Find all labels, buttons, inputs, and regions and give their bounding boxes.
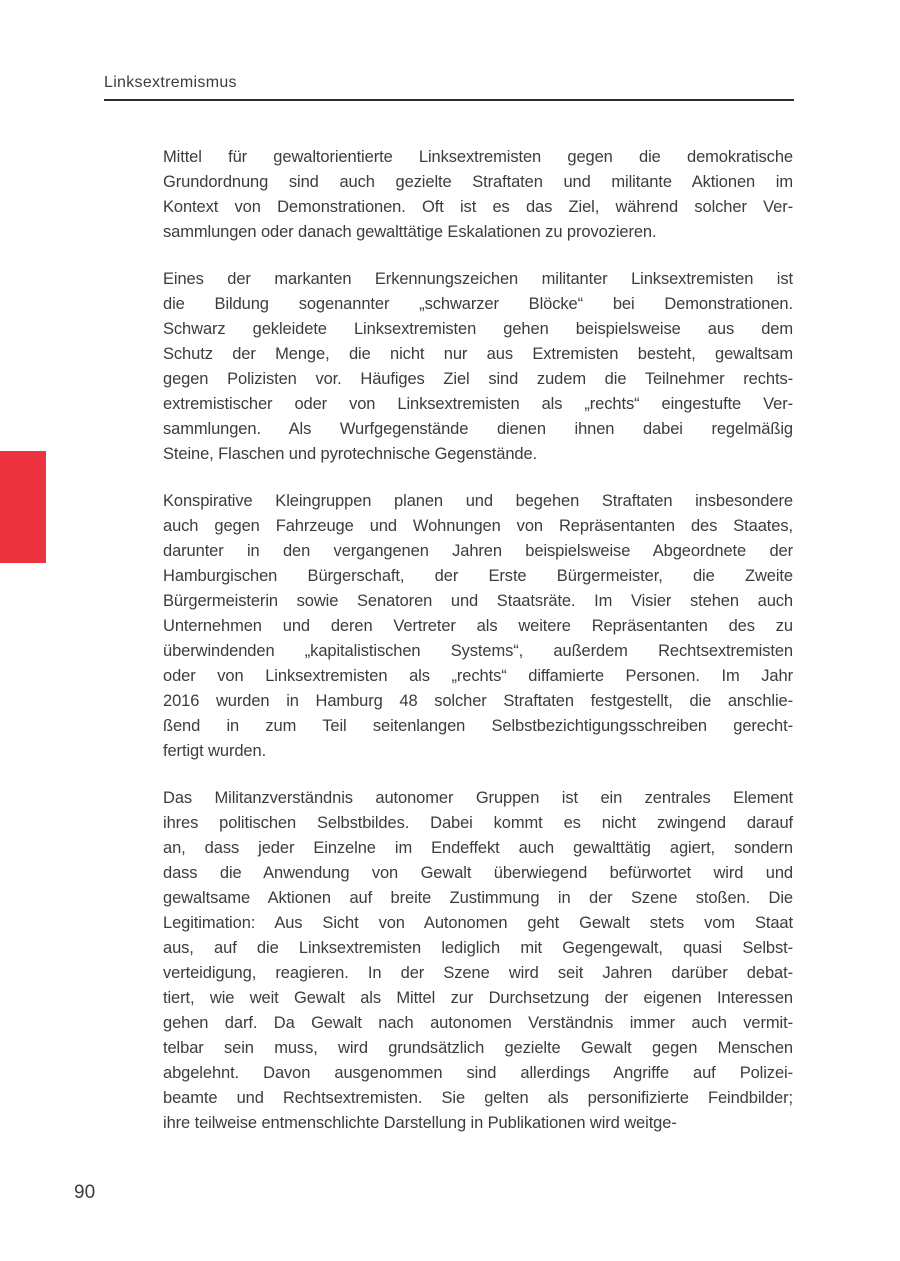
- text-line: Hamburgischen Bürgerschaft, der Erste Bürgermeister, die Zweite: [163, 567, 793, 585]
- text-line: telbar sein muss, wird grundsätzlich gezielte Gewalt gegen Menschen: [163, 1039, 793, 1057]
- paragraph: [163, 489, 793, 764]
- text-line: sammlungen. Als Wurfgegenstände dienen ihnen dabei regelmäßig: [163, 420, 793, 438]
- text-line: fertigt wurden.: [163, 742, 267, 760]
- text-line: Schutz der Menge, die nicht nur aus Extremisten besteht, gewaltsam: [163, 345, 793, 363]
- text-line: oder von Linksextremisten als „rechts“ diffamierte Personen. Im Jahr: [163, 667, 793, 685]
- text-line: Legitimation: Aus Sicht von Autonomen geht Gewalt stets vom Staat: [163, 914, 793, 932]
- paragraph: [163, 145, 793, 245]
- text-line: an, dass jeder Einzelne im Endeffekt auch gewalttätig agiert, sondern: [163, 839, 793, 857]
- text-line: Grundordnung sind auch gezielte Straftaten und militante Aktionen im: [163, 173, 793, 191]
- text-line: Steine, Flaschen und pyrotechnische Gegenstände.: [163, 445, 538, 463]
- text-line: darunter in den vergangenen Jahren beispielsweise Abgeordnete der: [163, 542, 793, 560]
- text-line: Mittel für gewaltorientierte Linksextremisten gegen die demokratische: [163, 148, 793, 166]
- text-line: gehen darf. Da Gewalt nach autonomen Verständnis immer auch vermit-: [163, 1014, 793, 1032]
- text-line: Das Militanzverständnis autonomer Gruppen ist ein zentrales Element: [163, 789, 793, 807]
- text-line: ihre teilweise entmenschlichte Darstellung in Publikationen wird weitge-: [163, 1114, 677, 1132]
- text-line: Schwarz gekleidete Linksextremisten gehen beispielsweise aus dem: [163, 320, 793, 338]
- text-line: ßend in zum Teil seitenlangen Selbstbezichtigungsschreiben gerecht-: [163, 717, 793, 735]
- text-line: Konspirative Kleingruppen planen und begehen Straftaten insbesondere: [163, 492, 793, 510]
- text-line: abgelehnt. Davon ausgenommen sind allerdings Angriffe auf Polizei-: [163, 1064, 793, 1082]
- text-line: Kontext von Demonstrationen. Oft ist es das Ziel, während solcher Ver-: [163, 198, 793, 216]
- text-line: Eines der markanten Erkennungszeichen militanter Linksextremisten ist: [163, 270, 793, 288]
- text-line: extremistischer oder von Linksextremisten als „rechts“ eingestufte Ver-: [163, 395, 793, 413]
- body-text: [163, 145, 793, 1136]
- text-line: sammlungen oder danach gewalttätige Eskalationen zu provozieren.: [163, 223, 657, 241]
- text-line: auch gegen Fahrzeuge und Wohnungen von Repräsentanten des Staates,: [163, 517, 793, 535]
- text-line: gegen Polizisten vor. Häufiges Ziel sind zudem die Teilnehmer rechts-: [163, 370, 793, 388]
- paragraph: [163, 786, 793, 1136]
- text-line: tiert, wie weit Gewalt als Mittel zur Durchsetzung der eigenen Interessen: [163, 989, 793, 1007]
- chapter-marker-tab: [0, 451, 46, 563]
- text-line: beamte und Rechtsextremisten. Sie gelten als personifizierte Feindbilder;: [163, 1089, 793, 1107]
- paragraph: [163, 267, 793, 467]
- page-number: 90: [74, 1182, 96, 1203]
- text-line: die Bildung sogenannter „schwarzer Blöcke“ bei Demonstrationen.: [163, 295, 793, 313]
- header-rule: [104, 99, 794, 101]
- running-header: Linksextremismus: [104, 74, 237, 91]
- text-line: aus, auf die Linksextremisten lediglich mit Gegengewalt, quasi Selbst-: [163, 939, 793, 957]
- text-line: ihres politischen Selbstbildes. Dabei kommt es nicht zwingend darauf: [163, 814, 793, 832]
- text-line: Bürgermeisterin sowie Senatoren und Staatsräte. Im Visier stehen auch: [163, 592, 793, 610]
- text-line: verteidigung, reagieren. In der Szene wird seit Jahren darüber debat-: [163, 964, 793, 982]
- text-line: Unternehmen und deren Vertreter als weitere Repräsentanten des zu: [163, 617, 793, 635]
- text-line: gewaltsame Aktionen auf breite Zustimmung in der Szene stoßen. Die: [163, 889, 793, 907]
- text-line: überwindenden „kapitalistischen Systems“, außerdem Rechtsextremisten: [163, 642, 793, 660]
- text-line: dass die Anwendung von Gewalt überwiegend befürwortet wird und: [163, 864, 793, 882]
- text-line: 2016 wurden in Hamburg 48 solcher Straftaten festgestellt, die anschlie-: [163, 692, 793, 710]
